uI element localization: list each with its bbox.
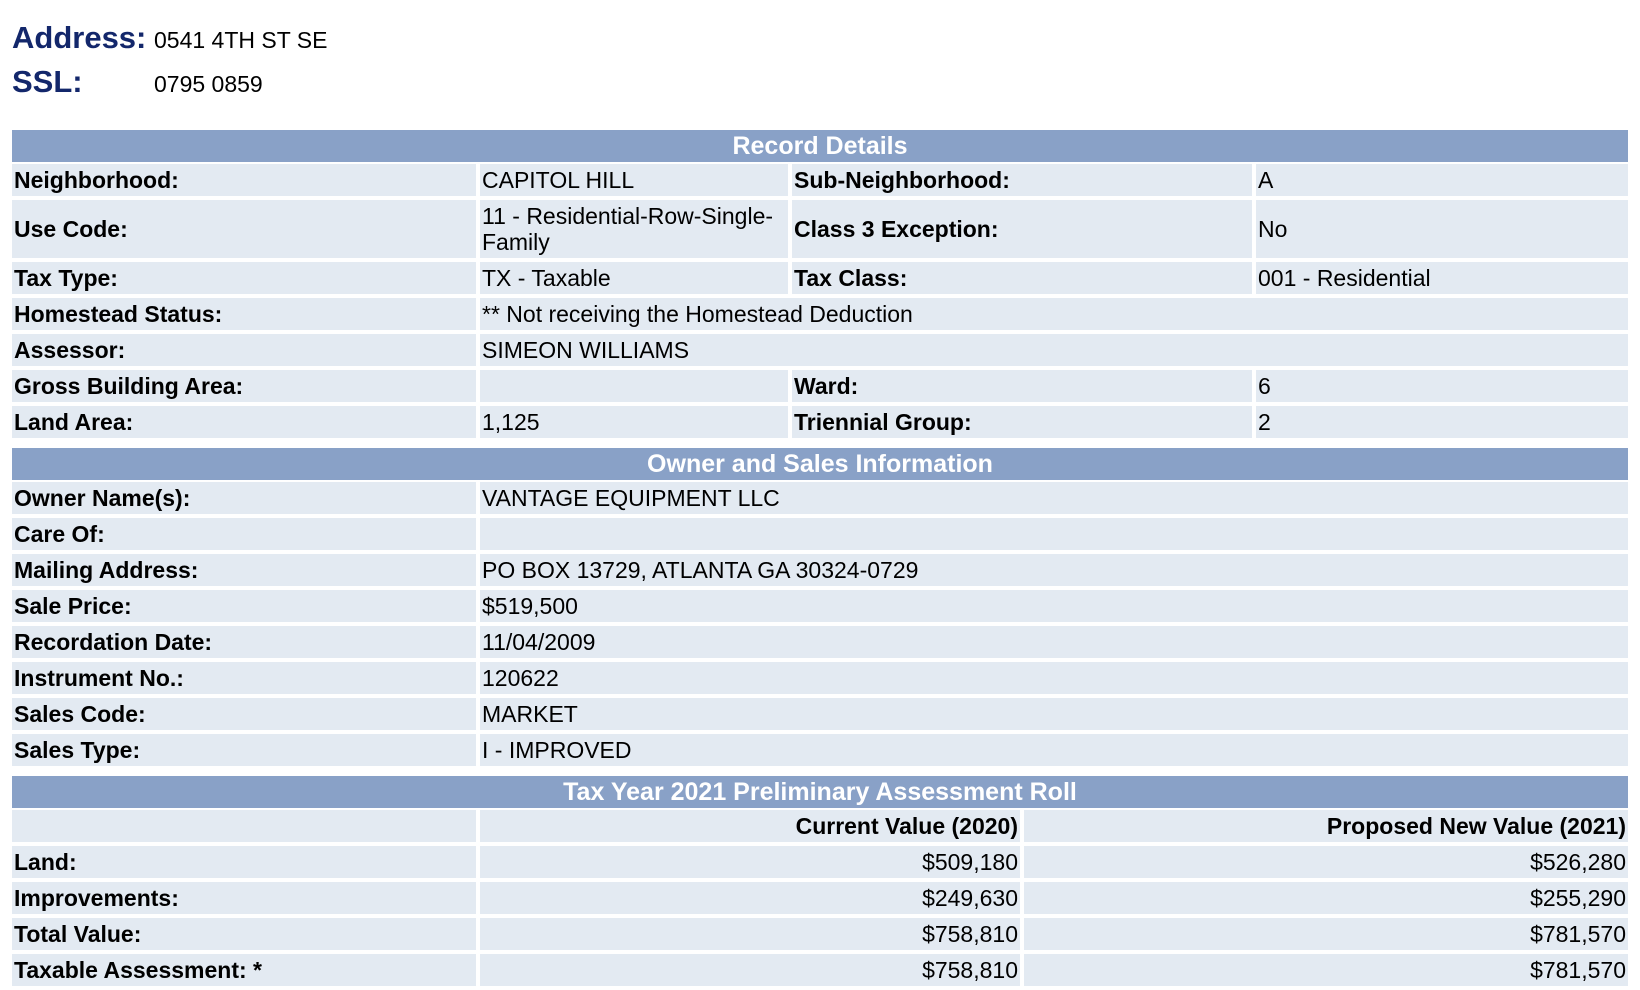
- owner-field-value: MARKET: [480, 698, 1628, 730]
- assessment-row-label: Land:: [12, 846, 480, 878]
- table-row: [12, 846, 1628, 878]
- neighborhood-label: Neighborhood:: [12, 164, 480, 196]
- proposed-value-cell: $781,570: [1024, 918, 1628, 950]
- owner-field-label: Sale Price:: [12, 590, 480, 622]
- assessment-row-label: Taxable Assessment: *: [12, 954, 480, 986]
- taxclass-label: Tax Class:: [792, 262, 1256, 294]
- neighborhood-value: CAPITOL HILL: [480, 164, 792, 196]
- proposed-value-cell: $255,290: [1024, 882, 1628, 914]
- record-details-header: Record Details: [12, 130, 1628, 162]
- owner-field-value: PO BOX 13729, ATLANTA GA 30324-0729: [480, 554, 1628, 586]
- address-label: Address:: [12, 20, 147, 55]
- gba-label: Gross Building Area:: [12, 370, 480, 402]
- table-row: [12, 698, 1628, 730]
- owner-field-label: Mailing Address:: [12, 554, 480, 586]
- owner-sales-table: [12, 478, 1628, 770]
- landarea-value: 1,125: [480, 406, 792, 438]
- taxclass-value: 001 - Residential: [1256, 262, 1628, 294]
- current-value-cell: $758,810: [480, 954, 1024, 986]
- empty-header-cell: [12, 810, 480, 842]
- table-row: [12, 918, 1628, 950]
- table-row: [12, 164, 1628, 196]
- owner-field-value: 11/04/2009: [480, 626, 1628, 658]
- address-value: 0541 4TH ST SE: [154, 27, 328, 53]
- owner-field-label: Care Of:: [12, 518, 480, 550]
- assessment-row-label: Total Value:: [12, 918, 480, 950]
- table-row: [12, 954, 1628, 986]
- owner-field-value: VANTAGE EQUIPMENT LLC: [480, 482, 1628, 514]
- owner-field-label: Sales Type:: [12, 734, 480, 766]
- owner-field-label: Owner Name(s):: [12, 482, 480, 514]
- table-row: [12, 882, 1628, 914]
- proposed-value-column-header: Proposed New Value (2021): [1024, 810, 1628, 842]
- assessment-row-label: Improvements:: [12, 882, 480, 914]
- table-row: [12, 590, 1628, 622]
- ssl-row: [12, 64, 1628, 108]
- table-row: [12, 810, 1628, 842]
- table-row: [12, 734, 1628, 766]
- owner-sales-header: Owner and Sales Information: [12, 448, 1628, 480]
- proposed-value-cell: $526,280: [1024, 846, 1628, 878]
- ssl-label: SSL:: [12, 64, 83, 99]
- table-row: [12, 370, 1628, 402]
- current-value-column-header: Current Value (2020): [480, 810, 1024, 842]
- ward-value: 6: [1256, 370, 1628, 402]
- taxtype-value: TX - Taxable: [480, 262, 792, 294]
- table-row: [12, 518, 1628, 550]
- usecode-label: Use Code:: [12, 200, 480, 258]
- homestead-label: Homestead Status:: [12, 298, 480, 330]
- homestead-value: ** Not receiving the Homestead Deduction: [480, 298, 1628, 330]
- subneighborhood-label: Sub-Neighborhood:: [792, 164, 1256, 196]
- assessment-roll-table: [12, 806, 1628, 990]
- assessor-label: Assessor:: [12, 334, 480, 366]
- owner-field-value: 120622: [480, 662, 1628, 694]
- gba-value: [480, 370, 792, 402]
- owner-field-label: Instrument No.:: [12, 662, 480, 694]
- assessor-value: SIMEON WILLIAMS: [480, 334, 1628, 366]
- ward-label: Ward:: [792, 370, 1256, 402]
- table-row: [12, 626, 1628, 658]
- current-value-cell: $249,630: [480, 882, 1024, 914]
- table-row: [12, 662, 1628, 694]
- table-row: [12, 406, 1628, 438]
- table-row: [12, 200, 1628, 258]
- table-row: [12, 298, 1628, 330]
- assessment-roll-header: Tax Year 2021 Preliminary Assessment Roll: [12, 776, 1628, 808]
- owner-field-label: Recordation Date:: [12, 626, 480, 658]
- table-row: [12, 334, 1628, 366]
- address-row: [12, 20, 1628, 64]
- owner-field-label: Sales Code:: [12, 698, 480, 730]
- record-details-table: [12, 160, 1628, 442]
- current-value-cell: $509,180: [480, 846, 1024, 878]
- owner-field-value: I - IMPROVED: [480, 734, 1628, 766]
- table-row: [12, 554, 1628, 586]
- class3-value: No: [1256, 200, 1628, 258]
- usecode-value: 11 - Residential-Row-Single-Family: [480, 200, 792, 258]
- subneighborhood-value: A: [1256, 164, 1628, 196]
- proposed-value-cell: $781,570: [1024, 954, 1628, 986]
- current-value-cell: $758,810: [480, 918, 1024, 950]
- landarea-label: Land Area:: [12, 406, 480, 438]
- class3-label: Class 3 Exception:: [792, 200, 1256, 258]
- taxtype-label: Tax Type:: [12, 262, 480, 294]
- owner-field-value: [480, 518, 1628, 550]
- ssl-value: 0795 0859: [154, 71, 263, 97]
- table-row: [12, 482, 1628, 514]
- triennial-value: 2: [1256, 406, 1628, 438]
- triennial-label: Triennial Group:: [792, 406, 1256, 438]
- owner-field-value: $519,500: [480, 590, 1628, 622]
- table-row: [12, 262, 1628, 294]
